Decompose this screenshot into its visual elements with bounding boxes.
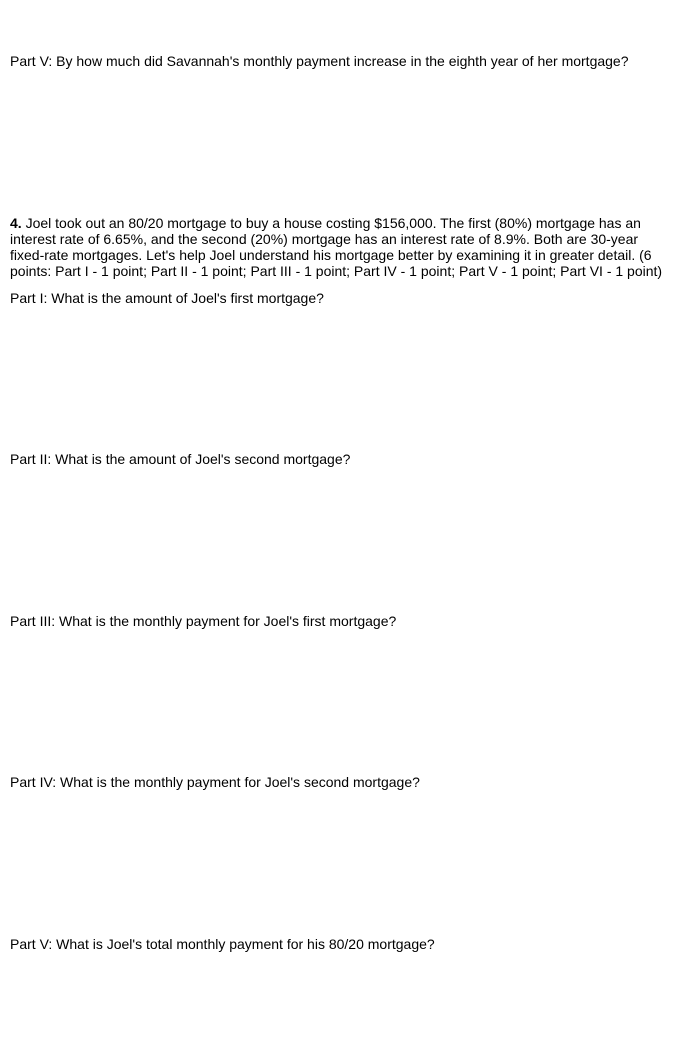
savannah-part-v-question: Part V: By how much did Savannah's monthly payment increase in the eighth year of her mortgage?: [10, 53, 629, 69]
question-4-stem-line-3: fixed-rate mortgages. Let's help Joel understand his mortgage better by examining it in greater detail. (6: [10, 247, 652, 263]
question-4-stem: [10, 215, 670, 279]
question-4-stem-line-1: 4. Joel took out an 80/20 mortgage to buy a house costing $156,000. The first (80%) mortgage has an: [10, 215, 641, 231]
joel-part-i-question: Part I: What is the amount of Joel's first mortgage?: [10, 290, 324, 306]
joel-part-ii-question: Part II: What is the amount of Joel's second mortgage?: [10, 451, 351, 467]
joel-part-v-question: Part V: What is Joel's total monthly payment for his 80/20 mortgage?: [10, 936, 435, 952]
joel-part-iv-question: Part IV: What is the monthly payment for Joel's second mortgage?: [10, 774, 420, 790]
question-4-stem-line-4: points: Part I - 1 point; Part II - 1 point; Part III - 1 point; Part IV - 1 point; Part V - 1 point; Part VI - 1 point): [10, 263, 663, 279]
joel-part-iii-question: Part III: What is the monthly payment for Joel's first mortgage?: [10, 613, 397, 629]
question-number: 4.: [10, 215, 22, 231]
question-4-stem-line-2: interest rate of 6.65%, and the second (20%) mortgage has an interest rate of 8.9%. Both are 30-year: [10, 231, 639, 247]
